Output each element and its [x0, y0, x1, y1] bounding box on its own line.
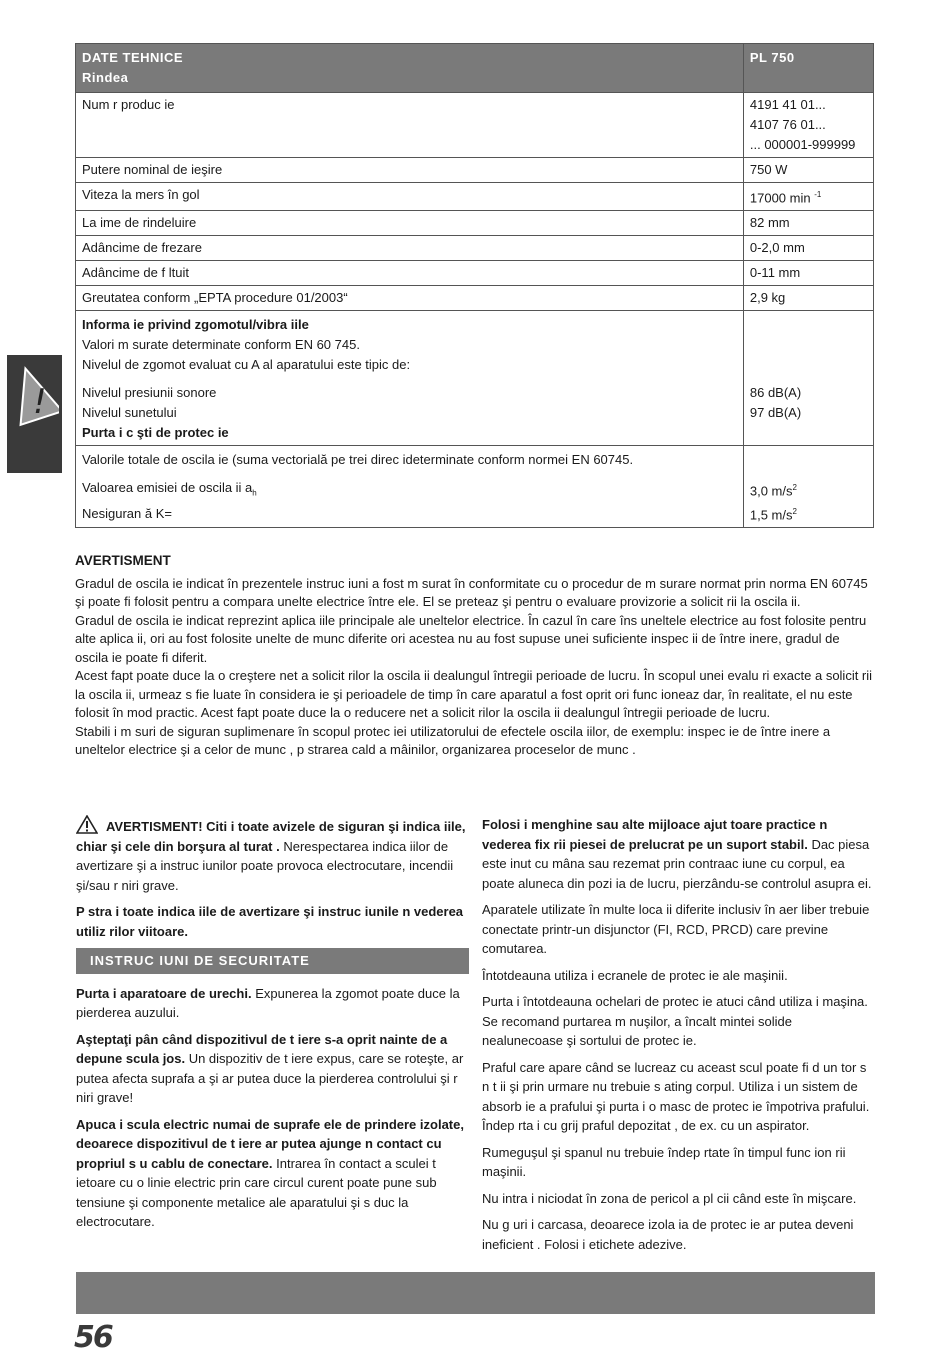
- rpm-value: 17000 min: [749, 190, 811, 206]
- safety-column-left: [76, 815, 469, 1239]
- sound-pressure-label: Nivelul presiunii sonore: [82, 385, 217, 401]
- safety-paragraph: Praful care apare când se lucreaz cu aceast scul poate fi d un tor s n t ii şi prin urmare nu trebuie s ating corpul. Utiliza i un sistem de absorb ie a prafului şi purta i o masc de protec ie împotriva prafului. Îndep rta i cu grij praful depozitat , de ex. cu un aspirator.: [482, 1059, 870, 1133]
- safety-paragraph: Rumeguşul şi spanul nu trebuie îndep rtate în timpul func ion rii maşinii.: [482, 1144, 846, 1179]
- noise-heading: Informa ie privind zgomotul/vibra iile: [82, 317, 309, 333]
- noise-line-1: Valori m surate determinate conform EN 60 745.: [82, 337, 360, 353]
- safety-paragraph-text: Dac piesa este inut cu mâna sau rezemat prin contraac iune cu corpul, ea poate aluneca din pozi ia de lucru, pierzându-se controlul asupra ei.: [482, 836, 872, 891]
- table-row: [76, 211, 874, 236]
- table-row: [76, 93, 874, 158]
- row-value: 2,9 kg: [743, 286, 873, 311]
- table-header-title: [76, 44, 744, 93]
- safety-paragraph-text: Intrarea în contact a sculei t ietoare cu o linie electric prin care circul curent poate pune sub tensiune şi componente metalice ale aparatului şi s duc la electrocutare.: [76, 1155, 437, 1229]
- warning-title: AVERTISMENT: [75, 553, 171, 568]
- warning-paragraph: Acest fapt poate duce la o creştere net a solicit rilor la oscila ii dealungul întregii perioade de lucru. În scopul unei evalu ri exacte a solicit rii la oscila ii, urmeaz s fie luate în considera ie şi perioadele de timp în care aparatul a fost oprit ori func ioneaz dar, în realitate, el nu este folosit în mod practic. Acest fapt poate duce la o reducere net a solicit rilor la oscila ii dealungul întregii perioade de lucru.: [75, 668, 873, 720]
- warning-paragraph: Gradul de oscila ie indicat în prezentele instruc iuni a fost m surat în conformitate cu o procedur de m surare normat prin norma EN 60745 şi poate fi folosit pentru a compara unelte electrice între ele. El se preteaz şi pentru o evaluare provizorie a solicit rii la oscila ii.: [75, 575, 868, 609]
- uncertainty-value-text: 1,5 m/s: [749, 506, 793, 522]
- warning-side-tab: [7, 355, 62, 473]
- safety-paragraph: [76, 984, 469, 1023]
- emission-value: [750, 478, 867, 501]
- keep-instructions-note: P stra i toate indica iile de avertizare şi instruc iunile n vederea utiliz rilor viitoare.: [76, 904, 464, 939]
- row-label: Putere nominal de ieşire: [76, 158, 744, 183]
- product-number-2: 4107 76 01...: [749, 117, 826, 132]
- warning-paragraph: Gradul de oscila ie indicat reprezint aplica iile principale ale uneltelor electrice. În cazul în care îns uneltele electrice au fost folosite pentru alte aplica ii, ori au fost folosite unelte de munc diferite ori acestea nu au fost supuse unei suficiente inspec ii de între inere, gradul de oscila ie poate fi diferit.: [75, 612, 867, 665]
- emission-value-text: 3,0 m/s: [749, 483, 793, 499]
- row-value: [743, 93, 873, 158]
- warning-triangle-icon: [76, 815, 98, 834]
- safety-paragraph-bold: Aşteptaţi pân când dispozitivul de t iere s-a oprit nainte de a depune scula jos.: [76, 1031, 448, 1066]
- safety-paragraph-text: Un dispozitiv de t iere expus, care se roteşte, ar putea afecta suprafa a şi ar putea duce la pierderea controlului şi r niri grave!: [76, 1051, 464, 1105]
- vibration-warning-section: [75, 552, 875, 760]
- uncertainty-value: [750, 502, 867, 525]
- row-value: 0-2,0 mm: [743, 236, 873, 261]
- sound-pressure-value: 86 dB(A): [749, 385, 802, 401]
- safety-paragraph: [76, 1030, 469, 1108]
- table-row: [76, 261, 874, 286]
- svg-text:!: !: [33, 382, 47, 422]
- table-row: [76, 183, 874, 211]
- row-value: [743, 183, 873, 211]
- row-label: Greutatea conform „EPTA procedure 01/2003“: [76, 286, 744, 311]
- safety-paragraph: Nu g uri i carcasa, deoarece izola ia de protec ie ar putea deveni ineficient . Folosi i etichete adezive.: [482, 1217, 854, 1252]
- footer-bar: [76, 1272, 875, 1314]
- noise-line-2: Nivelul de zgomot evaluat cu A al aparatului este tipic de:: [82, 357, 411, 373]
- page-number: 56: [74, 1320, 112, 1355]
- table-row: [76, 236, 874, 261]
- safety-instructions-heading: INSTRUC IUNI DE SECURITATE: [76, 948, 469, 974]
- row-value: 82 mm: [743, 211, 873, 236]
- safety-paragraph: Întotdeauna utiliza i ecranele de protec ie ale maşinii.: [482, 967, 788, 983]
- header-title: DATE TEHNICE: [82, 50, 184, 65]
- safety-column-right: [482, 815, 875, 1261]
- row-label: Adâncime de frezare: [76, 236, 744, 261]
- emission-label-text: Valoarea emisiei de oscila ii a: [82, 480, 253, 496]
- row-label: Viteza la mers în gol: [76, 183, 744, 211]
- vibration-emission-label: [82, 478, 737, 504]
- unit-exponent: 2: [792, 483, 797, 493]
- vibration-intro: Valorile totale de oscila ie (suma vectorială pe trei direc ideterminate conform normei EN 60745.: [82, 452, 634, 468]
- safety-warning-text: Nerespectarea indica iilor de avertizare şi a instruc iunilor poate provoca electrocutare, incendii şi/sau r niri grave.: [76, 838, 454, 893]
- row-value: 750 W: [743, 158, 873, 183]
- noise-row: [76, 311, 874, 446]
- row-label: La ime de rindeluire: [76, 211, 744, 236]
- emission-subscript: h: [252, 488, 257, 498]
- uncertainty-label: Nesiguran ă K=: [82, 505, 172, 521]
- warning-paragraph: Stabili i m suri de siguran suplimenare în scopul protec iei utilizatorului de efectele oscila iilor, de exemplu: inspec ie de între inere a uneltelor electrice şi a celor de munc , p strarea cald a mâinilor, organizarea proceselor de munc .: [75, 723, 831, 757]
- header-subtitle: Rindea: [82, 70, 129, 85]
- safety-paragraph-text: Expunerea la zgomot poate duce la pierderea auzului.: [76, 985, 460, 1020]
- unit-exponent: 2: [792, 506, 797, 516]
- safety-paragraph: Nu intra i niciodat în zona de pericol a pl cii când este în mişcare.: [482, 1190, 857, 1206]
- safety-paragraph-bold: Folosi i menghine sau alte mijloace ajut toare practice n vederea fix rii piesei de prelucrat pe un suport stabil.: [482, 817, 828, 852]
- row-label: Adâncime de f ltuit: [76, 261, 744, 286]
- safety-paragraph: Purta i întotdeauna ochelari de protec ie atuci când utiliza i maşina. Se recomand purtarea m nuşilor, a încalt mintei solide nealunecoase şi sortului de protec ie.: [482, 994, 868, 1048]
- table-header-row: [76, 44, 874, 93]
- table-row: [76, 286, 874, 311]
- table-row: [76, 158, 874, 183]
- safety-warning-bold: AVERTISMENT! Citi i toate avizele de siguran şi indica iile, chiar şi cele din borşura al turat .: [76, 819, 466, 854]
- product-number-1: 4191 41 01...: [749, 97, 826, 112]
- vibration-row: [76, 446, 874, 528]
- safety-paragraph: [76, 1115, 469, 1232]
- exclamation-warning-icon: [11, 363, 59, 433]
- sound-power-label: Nivelul sunetului: [82, 405, 177, 421]
- sound-power-value: 97 dB(A): [749, 405, 802, 421]
- safety-paragraph-bold: Purta i aparatoare de urechi.: [76, 985, 252, 1001]
- technical-data-table: [75, 43, 874, 528]
- noise-values: [743, 311, 873, 446]
- hearing-protection-note: Purta i c şti de protec ie: [82, 425, 229, 441]
- safety-warning-paragraph: [76, 815, 469, 895]
- product-number-range: ... 000001-999999: [749, 137, 856, 152]
- vibration-values: [743, 446, 873, 528]
- rpm-exponent: -1: [814, 190, 822, 199]
- safety-paragraph-bold: Apuca i scula electric numai de suprafe ele de prindere izolate, deoarece dispozitivul de t iere ar putea ajunge n contact cu propriul s u cablu de conectare.: [76, 1116, 464, 1171]
- table-header-model: PL 750: [743, 44, 873, 93]
- safety-paragraph: Aparatele utilizate în multe loca ii diferite inclusiv în aer liber trebuie conectate printr-un disjunctor (FI, RCD, PRCD) care previne comutarea.: [482, 902, 870, 956]
- noise-info: [76, 311, 744, 446]
- safety-paragraph: [482, 815, 875, 893]
- row-label: Num r produc ie: [76, 93, 744, 158]
- row-value: 0-11 mm: [743, 261, 873, 286]
- vibration-info: [76, 446, 744, 528]
